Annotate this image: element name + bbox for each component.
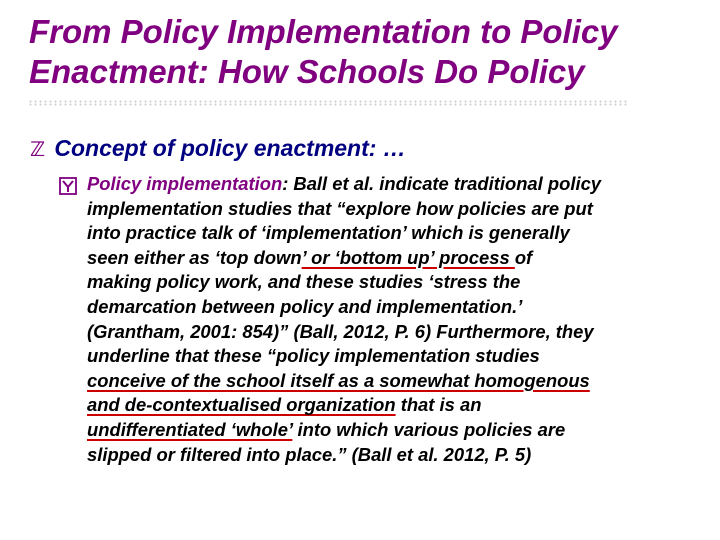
line-7-text: (Grantham, 2001: 854)” (Ball, 2012, P. 6) Furthermore, they [87, 320, 594, 342]
line-2-text: implementation studies that “explore how policies are put [87, 197, 593, 219]
bullet-2-paragraph [87, 172, 717, 467]
bullet-1-text: Concept of policy enactment: … [54, 135, 406, 161]
bullet-level-1 [30, 133, 690, 164]
slide-title: From Policy Implementation to Policy Enactment: How Schools Do Policy [29, 13, 618, 90]
title-divider [28, 100, 628, 106]
policy-implementation-label: Policy implementation [87, 173, 283, 194]
line-11-text: into which various policies are [292, 418, 566, 440]
underlined-phrase-whole: undifferentiated ‘whole’ [87, 418, 293, 440]
z-bullet-icon: ℤ [30, 137, 46, 161]
y-checkbox-bullet-icon [59, 177, 77, 195]
line-4-text-b: of [514, 246, 533, 268]
line-3-text: into practice talk of ‘implementation’ which is generally [87, 222, 570, 244]
line-1-text: : Ball et al. indicate traditional policy [282, 173, 602, 194]
underlined-phrase-top-down-bottom-up: ’ or ‘bottom up’ process [301, 246, 515, 268]
line-8-text: underline that these “policy implementation studies [87, 345, 540, 367]
line-10-text: that is an [395, 394, 482, 416]
underlined-phrase-homogenous: conceive of the school itself as a somewhat homogenous [87, 369, 590, 391]
line-6-text: demarcation between policy and implementation.’ [87, 295, 523, 317]
underlined-phrase-decontextualised: and de-contextualised organization [87, 394, 396, 416]
line-5-text: making policy work, and these studies ‘stress the [87, 271, 521, 293]
line-4-text-a: seen either as ‘top down [87, 246, 302, 268]
line-12-text: slipped or filtered into place.” (Ball et al. 2012, P. 5) [87, 443, 532, 465]
